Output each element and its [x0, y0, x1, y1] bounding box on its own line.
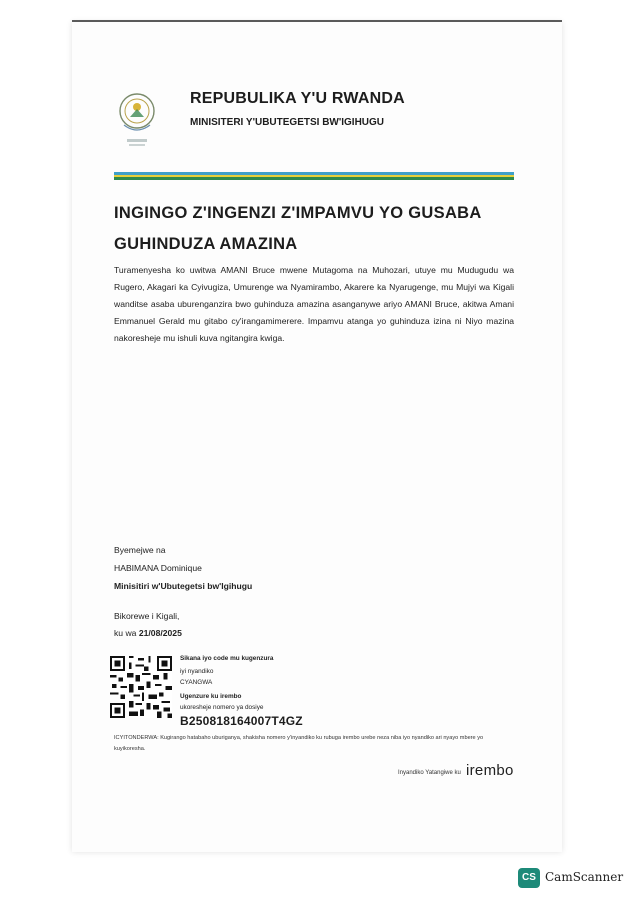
place-label: Bikorewe i Kigali,: [114, 611, 180, 621]
approver-name: HABIMANA Dominique: [114, 563, 202, 573]
reference-code: B250818164007T4GZ: [180, 714, 303, 728]
verification-line5: ukoresheje nomero ya dosiye: [180, 704, 264, 711]
camscanner-logo-icon: CS: [518, 868, 540, 888]
document-title-line1: INGINGO Z'INGENZI Z'IMPAMVU YO GUSABA: [114, 204, 482, 222]
document-title-line2: GUHINDUZA AMAZINA: [114, 235, 298, 253]
verification-line4: Ugenzure ku irembo: [180, 693, 242, 700]
irembo-logo: irembo: [466, 762, 514, 779]
issue-date: 21/08/2025: [138, 628, 182, 638]
warning-notice: ICYITONDERWA: Kugirango hatabaho uburiganya, shakisha nomero y'inyandiko ku rubuga irembo urebe neza niba iyo nyandiko ari nyayo mbere yo kuyikoresha.: [114, 735, 484, 752]
camscanner-label: CamScanner: [545, 870, 624, 884]
ministry-subtitle: MINISITERI Y'UBUTEGETSI BW'IGIHUGU: [190, 117, 385, 128]
document-title: [114, 198, 514, 260]
document-body: Turamenyesha ko uwitwa AMANI Bruce mwene Mutagoma na Muhozari, utuye mu Mudugudu wa Rugero, Akagari ka Cyivugiza, Umurenge wa Nyamirambo, Akarere ka Nyarugenge, mu Mujyi wa Kigali wanditse asaba uburenganzira bwo guhinduza amazina asanganywe ariyo AMANI Bruce, akitwa Amani Emmanuel Gerald mu gitabo cy'irangamimerere. Impamvu atanga yo guhinduza izina ni Niyo mazina nakoresheje mu ishuli kuva ngitangira kwiga.: [114, 265, 514, 343]
issued-via-label: Inyandiko Yatangiwe ku: [398, 770, 461, 776]
approved-by-label: Byemejwe na: [114, 545, 166, 555]
qr-code-icon: [110, 656, 172, 718]
date-prefix: ku wa: [114, 628, 137, 638]
verification-line3: CYANGWA: [180, 679, 213, 686]
verification-line2: iyi nyandiko: [180, 668, 214, 675]
approver-title: Minisitiri w'Ubutegetsi bw'Igihugu: [114, 581, 253, 591]
flag-color-band: [114, 172, 514, 180]
republic-title: REPUBULIKA Y'U RWANDA: [190, 90, 405, 107]
verification-line1: Sikana iyo code mu kugenzura: [180, 655, 274, 662]
rwanda-seal-icon: [118, 85, 156, 151]
date-line: [114, 628, 182, 638]
